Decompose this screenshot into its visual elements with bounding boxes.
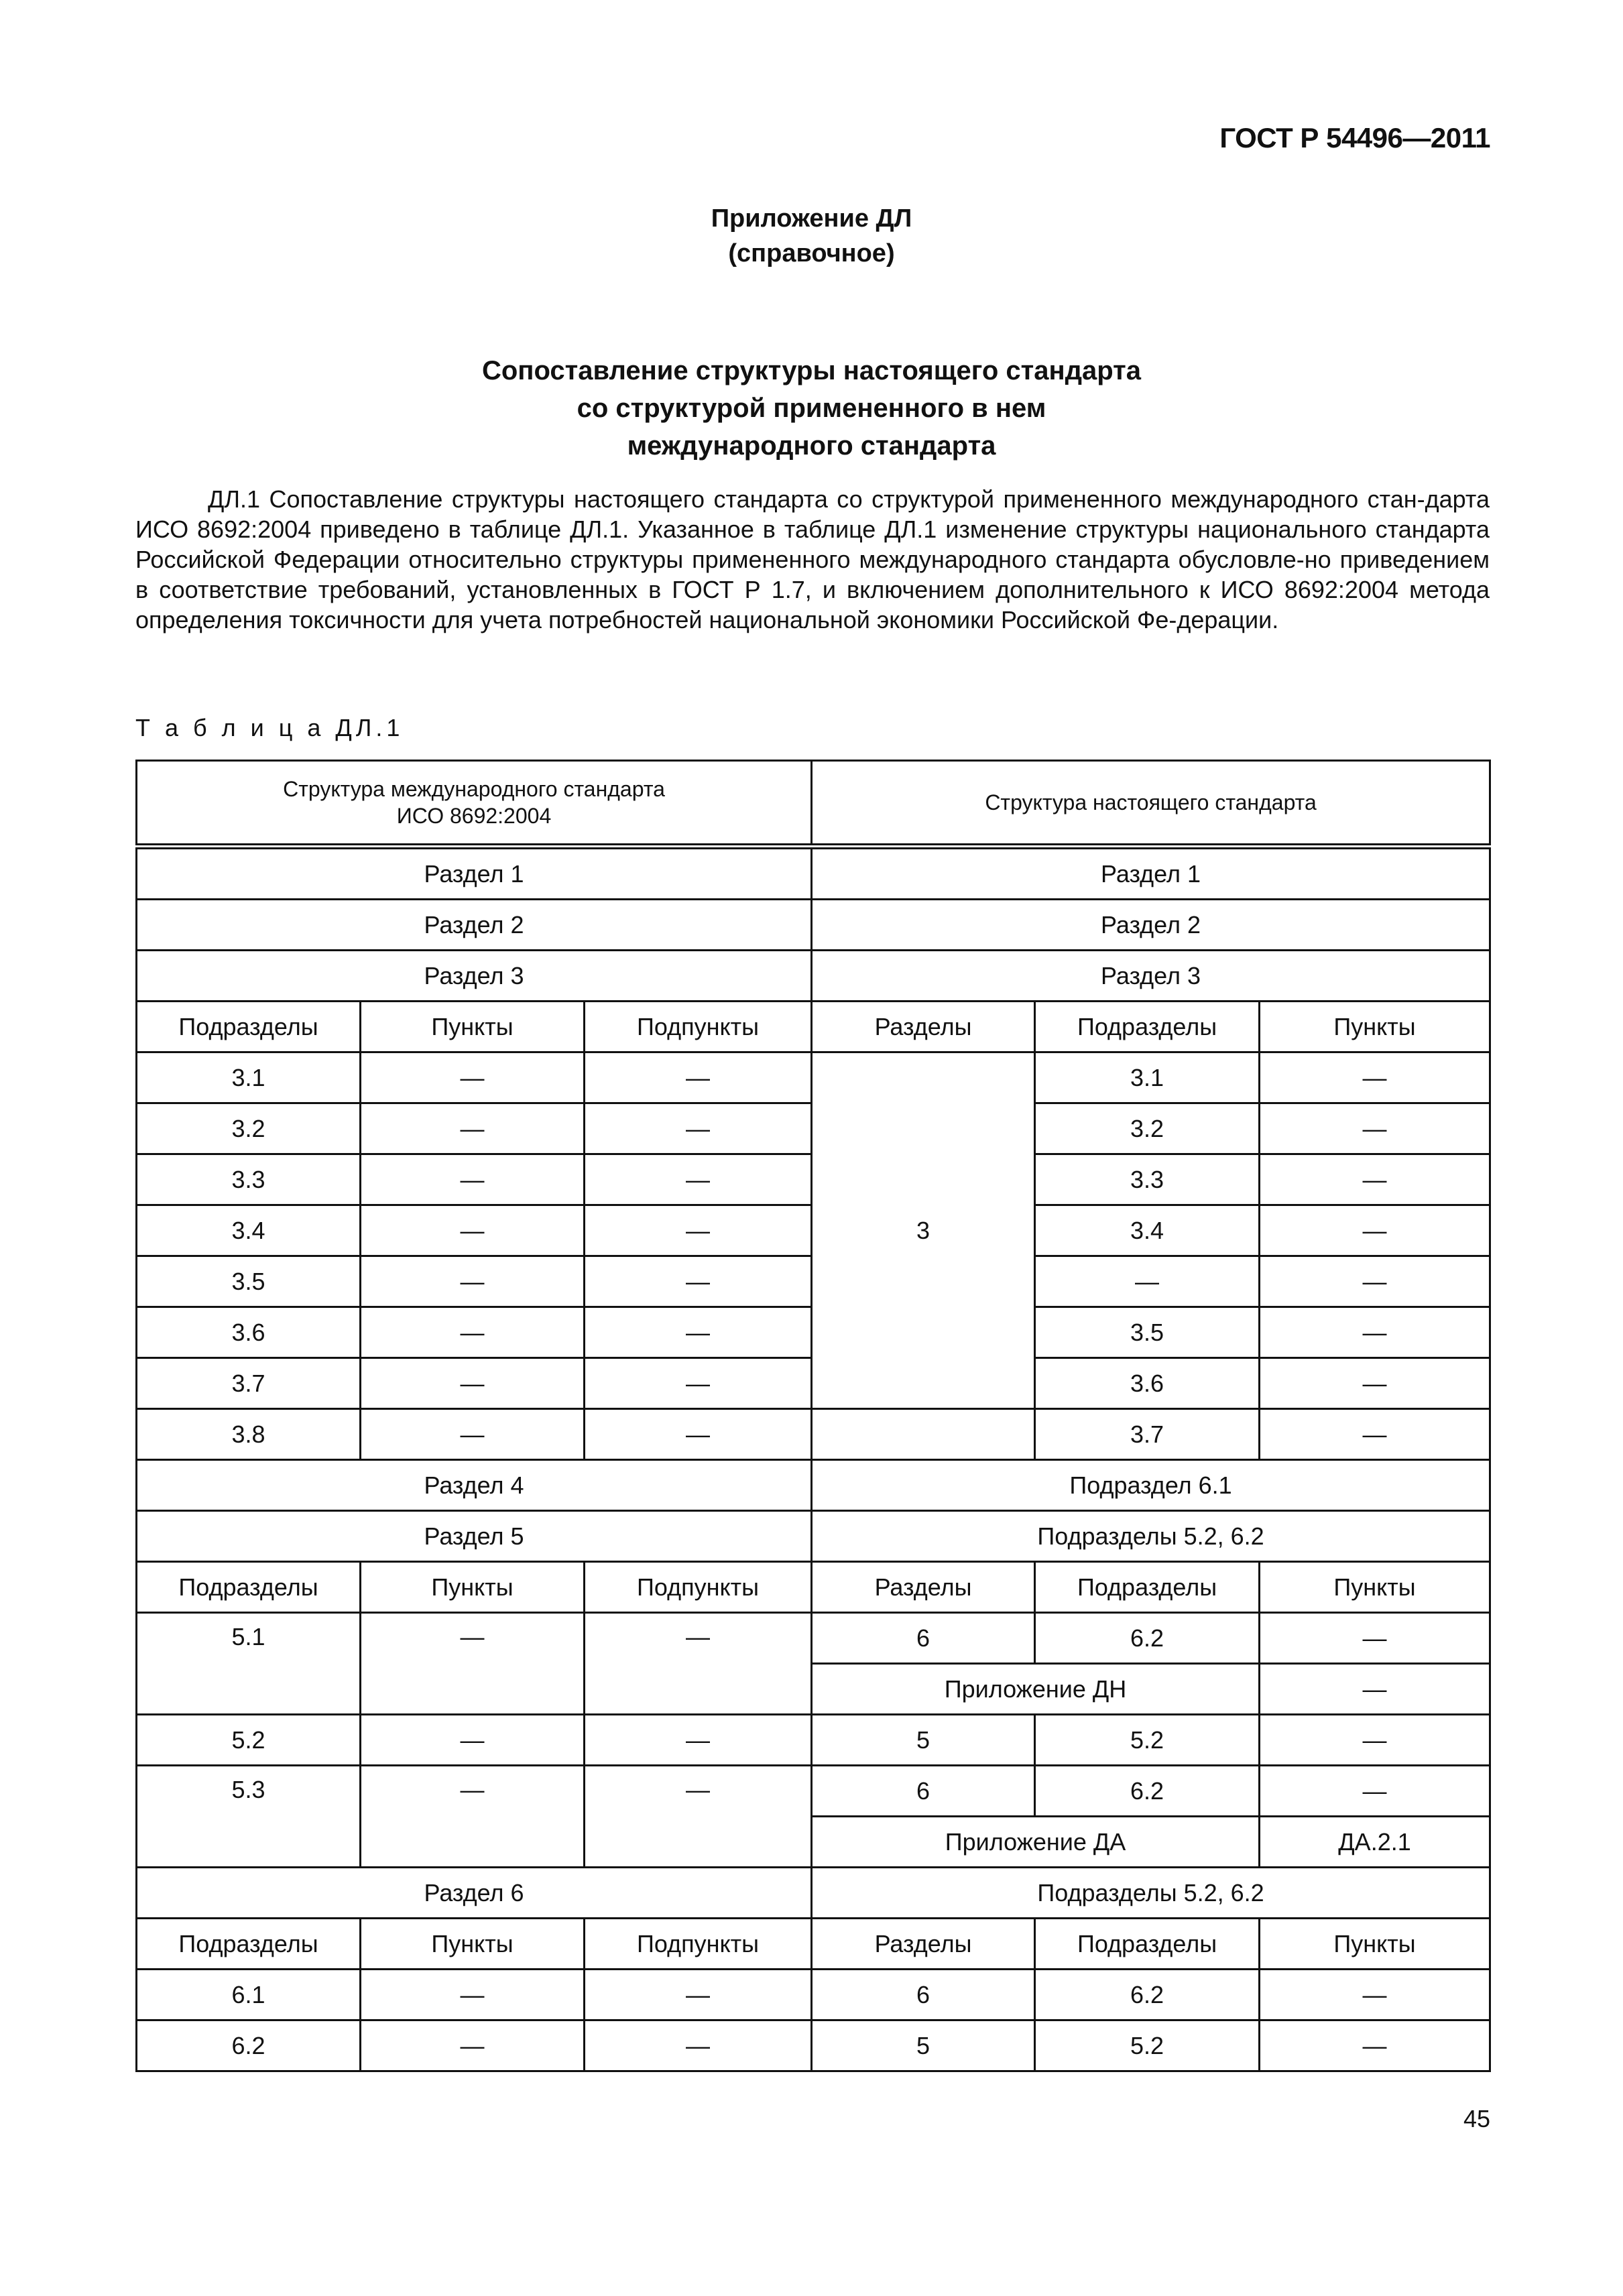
table-cell: 5 [812, 1715, 1035, 1766]
table-cell: 3.8 [137, 1409, 361, 1460]
table-cell: — [1260, 1103, 1490, 1154]
table-cell: Пункты [1260, 1002, 1490, 1052]
title-line: со структурой примененного в нем [577, 394, 1046, 423]
table-cell: Подразделы [1035, 1919, 1260, 1970]
table-cell: — [585, 1766, 812, 1868]
table-cell: 5.3 [137, 1766, 361, 1868]
table-cell: — [585, 1358, 812, 1409]
table-cell: — [361, 1409, 585, 1460]
table-cell: — [1260, 1715, 1490, 1766]
table-cell: 6.1 [137, 1970, 361, 2020]
table-cell: Раздел 2 [137, 900, 812, 951]
table-cell: 3.6 [1035, 1358, 1260, 1409]
table-cell: 3.1 [137, 1052, 361, 1103]
table-cell: 3.1 [1035, 1052, 1260, 1103]
table-subheader-row [137, 1562, 1490, 1613]
table-cell-merged: 3 [812, 1052, 1035, 1409]
table-cell: — [361, 1052, 585, 1103]
table-cell: 3.3 [1035, 1154, 1260, 1205]
table-cell: 3.3 [137, 1154, 361, 1205]
table-cell: 6 [812, 1970, 1035, 2020]
table-cell: — [1260, 1613, 1490, 1664]
standard-code: ГОСТ Р 54496—2011 [1219, 122, 1490, 154]
table-cell: Подразделы [1035, 1562, 1260, 1613]
table-cell: Раздел 6 [137, 1868, 812, 1919]
table-cell: Приложение ДА [812, 1817, 1260, 1868]
table-caption: Т а б л и ц а ДЛ.1 [135, 714, 404, 741]
header-cell-international [137, 761, 812, 847]
table-cell: — [1260, 1766, 1490, 1817]
table-cell: — [585, 1307, 812, 1358]
table-cell: 3.7 [137, 1358, 361, 1409]
header-text: Структура международного стандарта [283, 777, 665, 801]
title-line: Сопоставление структуры настоящего стандарта [481, 356, 1142, 385]
table-cell: — [585, 1613, 812, 1715]
header-cell-national: Структура настоящего стандарта [812, 761, 1490, 847]
table-cell: Приложение ДН [812, 1664, 1260, 1715]
table-row [137, 2020, 1490, 2071]
table-cell: Подразделы [137, 1562, 361, 1613]
table-row [137, 1970, 1490, 2020]
table-cell: Подразделы [137, 1002, 361, 1052]
table-cell: Подпункты [585, 1919, 812, 1970]
table-cell: — [585, 1052, 812, 1103]
table-cell: — [1260, 1052, 1490, 1103]
table-cell: Пункты [361, 1002, 585, 1052]
table-cell: 3.2 [1035, 1103, 1260, 1154]
table-row [137, 1409, 1490, 1460]
table-cell: — [585, 1970, 812, 2020]
table-cell: Подпункты [585, 1562, 812, 1613]
appendix-heading [0, 201, 1623, 271]
table-cell: 6.2 [137, 2020, 361, 2071]
table-cell: 6.2 [1035, 1613, 1260, 1664]
table-cell: 6 [812, 1613, 1035, 1664]
table-cell: — [585, 1715, 812, 1766]
table-row [137, 1766, 1490, 1817]
table-cell: — [361, 1613, 585, 1715]
table-subheader-row [137, 1919, 1490, 1970]
body-paragraph: ДЛ.1 Сопоставление структуры настоящего стандарта со структурой примененного международного стан-дарта ИСО 8692:2004 приведено в таблице ДЛ.1. Указанное в таблице ДЛ.1 изменение структуры национального стандарта Российской Федерации относительно структуры примененного международного стандарта обусловле-но приведением в соответствие требований, установленных в ГОСТ Р 1.7, и включением дополнительного к ИСО 8692:2004 метода определения токсичности для учета потребностей национальной экономики Российской Фе-дерации. [135, 485, 1490, 633]
table-cell: — [361, 1256, 585, 1307]
table-cell: 6.2 [1035, 1970, 1260, 2020]
table-cell: — [1035, 1256, 1260, 1307]
table-cell: — [1260, 1664, 1490, 1715]
table-cell: — [361, 1307, 585, 1358]
table-cell: Раздел 1 [137, 847, 812, 900]
section-title [0, 352, 1623, 465]
table-cell: — [585, 1409, 812, 1460]
table-cell: Разделы [812, 1002, 1035, 1052]
page-number: 45 [1463, 2105, 1490, 2132]
table-cell: — [361, 1358, 585, 1409]
table-cell: 5 [812, 2020, 1035, 2071]
table-cell: — [361, 1103, 585, 1154]
table-subheader-row [137, 1002, 1490, 1052]
table-cell-empty [812, 1409, 1035, 1460]
table-cell: Пункты [1260, 1562, 1490, 1613]
table-cell: — [585, 1154, 812, 1205]
table-cell: 5.2 [1035, 1715, 1260, 1766]
table-cell: — [585, 1103, 812, 1154]
table-cell: — [361, 1205, 585, 1256]
table-cell: 6 [812, 1766, 1035, 1817]
appendix-type: (справочное) [728, 239, 895, 267]
table-cell: 3.7 [1035, 1409, 1260, 1460]
table-cell: Пункты [361, 1562, 585, 1613]
table-cell: Разделы [812, 1562, 1035, 1613]
table-cell: 5.1 [137, 1613, 361, 1715]
table-cell: Пункты [361, 1919, 585, 1970]
table-header-row [137, 761, 1490, 847]
table-row [137, 1511, 1490, 1562]
table-cell: — [361, 1766, 585, 1868]
table-row [137, 1715, 1490, 1766]
appendix-title: Приложение ДЛ [711, 204, 912, 233]
table-cell: Подразделы 5.2, 6.2 [812, 1511, 1490, 1562]
table-cell: — [1260, 1970, 1490, 2020]
table-cell: Раздел 1 [812, 847, 1490, 900]
table-cell: Разделы [812, 1919, 1035, 1970]
table-cell: Подпункты [585, 1002, 812, 1052]
table-cell: 3.4 [1035, 1205, 1260, 1256]
table-row [137, 951, 1490, 1002]
table-cell: — [1260, 1205, 1490, 1256]
table-cell: Подразделы [1035, 1002, 1260, 1052]
table-row [137, 900, 1490, 951]
table-cell: — [1260, 1154, 1490, 1205]
table-cell: Раздел 3 [812, 951, 1490, 1002]
table-cell: 3.5 [1035, 1307, 1260, 1358]
table-cell: Подразделы 5.2, 6.2 [812, 1868, 1490, 1919]
table-row [137, 1460, 1490, 1511]
table-cell: Подраздел 6.1 [812, 1460, 1490, 1511]
table-cell: 3.2 [137, 1103, 361, 1154]
table-cell: Пункты [1260, 1919, 1490, 1970]
table-cell: 3.6 [137, 1307, 361, 1358]
table-cell: — [585, 1205, 812, 1256]
table-cell: 3.4 [137, 1205, 361, 1256]
table-cell: Раздел 5 [137, 1511, 812, 1562]
table-row [137, 1052, 1490, 1103]
table-cell: Раздел 2 [812, 900, 1490, 951]
table-cell: — [1260, 1358, 1490, 1409]
table-cell: — [361, 2020, 585, 2071]
table-row [137, 1868, 1490, 1919]
table-cell: — [1260, 1307, 1490, 1358]
table-cell: 5.2 [137, 1715, 361, 1766]
table-cell: 6.2 [1035, 1766, 1260, 1817]
table-cell: — [585, 1256, 812, 1307]
table-row [137, 1613, 1490, 1664]
structure-comparison-table [135, 760, 1491, 2072]
table-cell: — [361, 1715, 585, 1766]
table-cell: — [1260, 2020, 1490, 2071]
table-cell: — [1260, 1409, 1490, 1460]
table-cell: — [361, 1154, 585, 1205]
table-cell: Раздел 3 [137, 951, 812, 1002]
table-row [137, 847, 1490, 900]
table-cell: ДА.2.1 [1260, 1817, 1490, 1868]
table-cell: — [361, 1970, 585, 2020]
table-cell: 5.2 [1035, 2020, 1260, 2071]
table-cell: — [585, 2020, 812, 2071]
table-cell: 3.5 [137, 1256, 361, 1307]
table-cell: Раздел 4 [137, 1460, 812, 1511]
table-cell: Подразделы [137, 1919, 361, 1970]
title-line: международного стандарта [627, 431, 996, 461]
table-cell: — [1260, 1256, 1490, 1307]
header-text: ИСО 8692:2004 [396, 804, 552, 828]
